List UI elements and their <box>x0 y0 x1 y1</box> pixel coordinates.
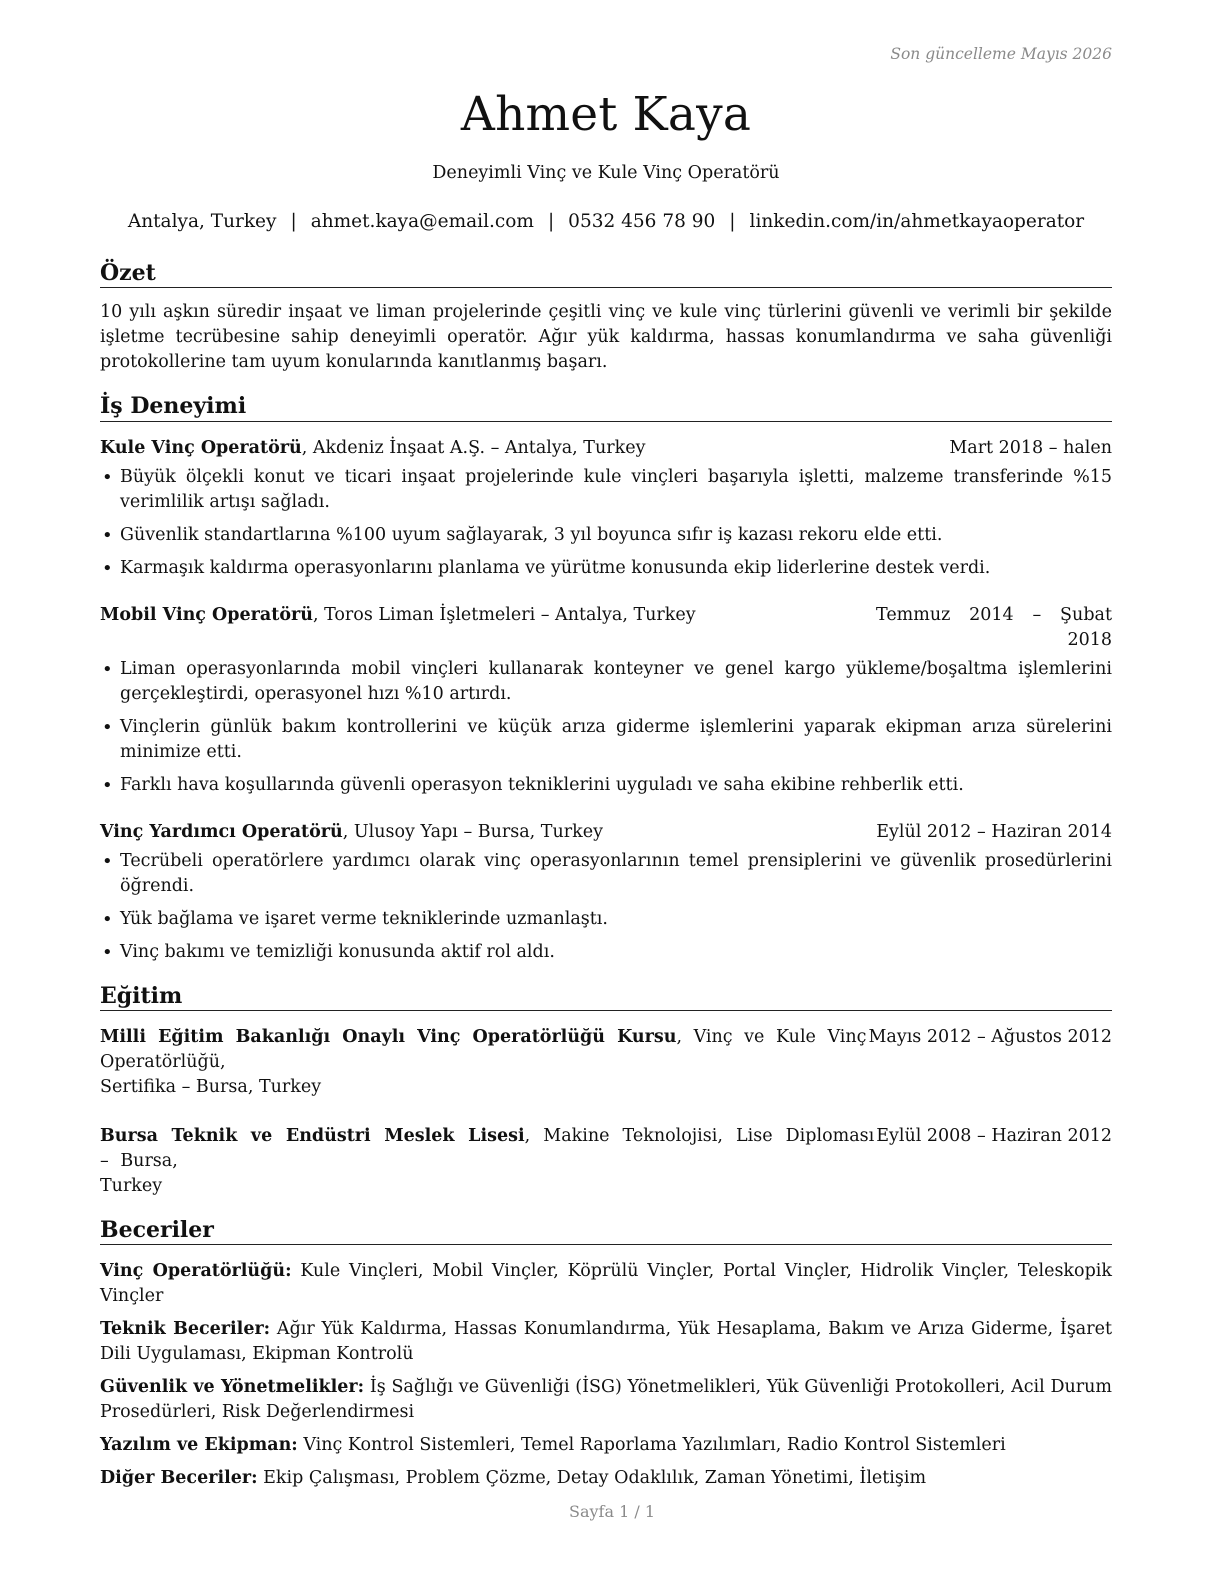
list-item: • Yük bağlama ve işaret verme tekniklerinde uzmanlaştı. <box>100 907 1112 932</box>
skill-text: İş Sağlığı ve Güvenliği (İSG) Yönetmelikleri, Yük Güvenliği Protokolleri, Acil Durum Prosedürleri, Risk Değerlendirmesi <box>100 1377 1112 1423</box>
education-entry <box>100 1025 1112 1100</box>
skill-text: Ekip Çalışması, Problem Çözme, Detay Odaklılık, Zaman Yönetimi, İletişim <box>257 1468 927 1489</box>
job-entry <box>100 436 1112 581</box>
job-role: Vinç Yardımcı Operatörü <box>100 821 343 842</box>
section-title-summary: Özet <box>100 260 1112 288</box>
skill-label: Vinç Operatörlüğü: <box>100 1261 292 1282</box>
list-item: • Karmaşık kaldırma operasyonlarını planlama ve yürütme konusunda ekip liderlerine destek verdi. <box>100 556 1112 581</box>
list-item: • Vinç bakımı ve temizliği konusunda aktif rol aldı. <box>100 940 1112 965</box>
job-company: , Ulusoy Yapı – Bursa, Turkey <box>342 821 603 842</box>
headline: Deneyimli Vinç ve Kule Vinç Operatörü <box>432 162 780 183</box>
education-section <box>100 983 1112 1199</box>
job-company: , Akdeniz İnşaat A.Ş. – Antalya, Turkey <box>301 437 646 458</box>
job-header <box>100 820 1112 845</box>
summary-section <box>100 260 1112 375</box>
skill-row <box>100 1375 1112 1425</box>
skill-label: Diğer Beceriler: <box>100 1468 258 1489</box>
skills-section <box>100 1217 1112 1491</box>
last-updated: Son güncelleme Mayıs 2026 <box>890 45 1112 63</box>
skill-text: Vinç Kontrol Sistemleri, Temel Raporlama Yazılımları, Radio Kontrol Sistemleri <box>297 1435 1006 1456</box>
list-item: • Farklı hava koşullarında güvenli operasyon tekniklerini uyguladı ve saha ekibine rehberlik etti. <box>100 773 1112 798</box>
section-title-education: Eğitim <box>100 983 1112 1011</box>
list-item: • Vinçlerin günlük bakım kontrollerini ve küçük arıza giderme işlemlerini yaparak ekipman arıza sürelerini minimize etti. <box>100 715 1112 765</box>
section-title-skills: Beceriler <box>100 1217 1112 1245</box>
contact-linkedin[interactable]: linkedin.com/in/ahmetkayaoperator <box>749 210 1085 232</box>
contact-separator: | <box>547 210 555 232</box>
job-company: , Toros Liman İşletmeleri – Antalya, Turkey <box>312 604 696 625</box>
experience-section <box>100 393 1112 964</box>
education-detail-cont: Turkey <box>100 1176 163 1197</box>
list-item: • Tecrübeli operatörlere yardımcı olarak vinç operasyonlarının temel prensiplerini ve güvenlik prosedürlerini öğrendi. <box>100 849 1112 899</box>
education-school: Milli Eğitim Bakanlığı Onaylı Vinç Operatörlüğü Kursu <box>100 1027 677 1048</box>
job-header <box>100 436 1112 461</box>
job-bullets <box>100 849 1112 965</box>
job-entry <box>100 820 1112 965</box>
summary-text: 10 yılı aşkın süredir inşaat ve liman projelerinde çeşitli vinç ve kule vinç türlerini güvenli ve verimli bir şekilde işletme tecrübesine sahip deneyimli operatör. Ağır yük kaldırma, hassas konumlandırma ve saha güvenliği protokollerine tam uyum konularında kanıtlanmış başarı. <box>100 302 1112 373</box>
job-dates: Eylül 2012 – Haziran 2014 <box>876 821 1112 842</box>
skill-row <box>100 1433 1112 1458</box>
contact-separator: | <box>729 210 736 232</box>
skill-row <box>100 1317 1112 1367</box>
contact-line <box>100 211 1112 233</box>
contact-email[interactable]: ahmet.kaya@email.com <box>310 210 534 232</box>
contact-phone: 0532 456 78 90 <box>568 210 716 232</box>
education-dates: Mayıs 2012 – Ağustos 2012 <box>868 1027 1112 1048</box>
education-detail: , Makine Teknolojisi, Lise Diploması – Bursa, <box>100 1126 875 1172</box>
skill-text: Kule Vinçleri, Mobil Vinçler, Köprülü Vinçler, Portal Vinçler, Hidrolik Vinçler, Teleskopik Vinçler <box>100 1261 1112 1307</box>
contact-location: Antalya, Turkey <box>127 210 277 232</box>
job-bullets <box>100 657 1112 798</box>
candidate-name: Ahmet Kaya <box>460 87 752 142</box>
skill-label: Teknik Beceriler: <box>100 1319 271 1340</box>
education-entry <box>100 1124 1112 1199</box>
skill-row <box>100 1466 1112 1491</box>
job-header <box>100 603 1112 653</box>
job-role: Mobil Vinç Operatörü <box>100 604 313 625</box>
skills-list <box>100 1259 1112 1491</box>
education-school: Bursa Teknik ve Endüstri Meslek Lisesi <box>100 1126 525 1147</box>
job-dates: Mart 2018 – halen <box>949 437 1112 458</box>
list-item: • Güvenlik standartlarına %100 uyum sağlayarak, 3 yıl boyunca sıfır iş kazası rekoru elde etti. <box>100 523 1112 548</box>
contact-separator: | <box>290 210 297 232</box>
page-number: Sayfa 1 / 1 <box>568 1502 655 1521</box>
job-role: Kule Vinç Operatörü <box>100 437 302 458</box>
list-item: • Büyük ölçekli konut ve ticari inşaat projelerinde kule vinçleri başarıyla işletti, malzeme transferinde %15 verimlilik artışı sağladı. <box>100 465 1112 515</box>
job-bullets <box>100 465 1112 581</box>
skill-label: Yazılım ve Ekipman: <box>100 1435 298 1456</box>
section-title-experience: İş Deneyimi <box>100 393 1112 421</box>
job-dates: Temmuz 2014 – Şubat 2018 <box>876 604 1112 650</box>
education-detail: , Vinç ve Kule Vinç Operatörlüğü, <box>100 1027 867 1073</box>
skill-label: Güvenlik ve Yönetmelikler: <box>100 1377 365 1398</box>
skill-row <box>100 1259 1112 1309</box>
job-entry <box>100 603 1112 798</box>
list-item: • Liman operasyonlarında mobil vinçleri kullanarak konteyner ve genel kargo yükleme/boşaltma işlemlerini gerçekleştirdi, operasyonel hızı %10 artırdı. <box>100 657 1112 707</box>
education-dates: Eylül 2008 – Haziran 2012 <box>876 1126 1112 1147</box>
skill-text: Ağır Yük Kaldırma, Hassas Konumlandırma, Yük Hesaplama, Bakım ve Arıza Giderme, İşaret Dili Uygulaması, Ekipman Kontrolü <box>100 1319 1112 1365</box>
education-detail-cont: Sertifika – Bursa, Turkey <box>100 1077 322 1098</box>
